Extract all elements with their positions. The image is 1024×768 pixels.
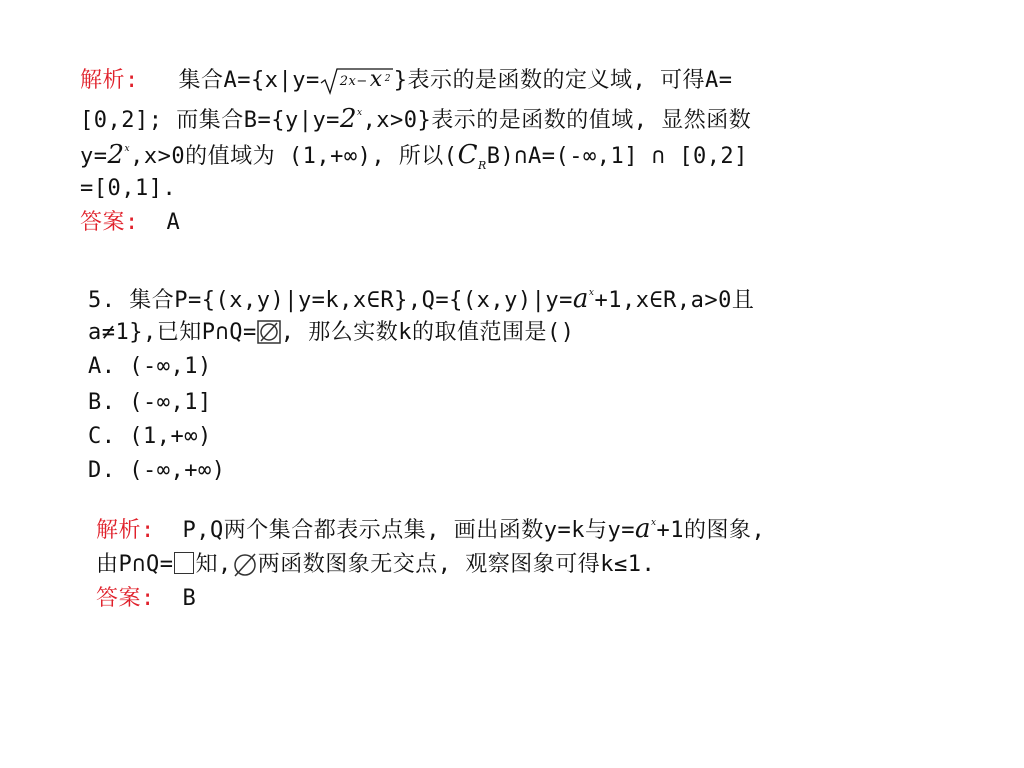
question5-line1-base: a: [572, 284, 589, 314]
option-b: B. (-∞,1]: [88, 390, 212, 415]
solution1-line1-text-b: }表示的是函数的定义域, 可得A=: [393, 68, 733, 93]
solution2-answer-value: B: [182, 586, 197, 611]
question5-line1-text-a: 5. 集合P={(x,y)|y=k,x∈R},Q={(x,y)|y=: [88, 288, 573, 313]
question5-line2: [88, 318, 574, 348]
option-a: A. (-∞,1): [88, 354, 212, 379]
solution2-line2: [96, 550, 655, 580]
solution2-line2-text-c: 两函数图象无交点, 观察图象可得k≤1.: [257, 552, 656, 577]
solution1-line3-base: 2: [107, 140, 125, 170]
question5-line1: [88, 284, 754, 320]
sqrt-2x: 2x: [339, 74, 357, 89]
solution2-line1-base: a: [634, 514, 651, 544]
solution1-answer-label: 答案:: [80, 210, 139, 235]
question5-line1-exp: x: [588, 288, 595, 298]
solution1-label: 解析:: [80, 68, 139, 93]
empty-set-icon: [257, 320, 281, 344]
solution2-line2-text-b: 知,: [195, 552, 232, 577]
solution1-line2-text-a: [0,2]; 而集合B={y|y=: [80, 108, 340, 133]
option-c: C. (1,+∞): [88, 424, 212, 449]
sqrt-minus: −: [356, 74, 368, 89]
empty-set-circle-icon: [232, 552, 258, 576]
solution1-line1-text-a: 集合A={x|y=: [178, 68, 320, 93]
solution1-line1: [80, 66, 732, 96]
solution2-line1-text-b: +1的图象,: [656, 518, 766, 543]
sqrt-exponent: 2: [384, 74, 391, 84]
complement-R: R: [477, 159, 487, 172]
solution1-line3: [80, 140, 748, 176]
solution2-label: 解析:: [96, 518, 155, 543]
solution1-line3-text-c: B)∩A=(-∞,1] ∩ [0,2]: [486, 144, 748, 169]
solution1-line3-exp: x: [124, 144, 131, 154]
solution2-line1-exp: x: [650, 518, 657, 528]
question5-line2-text-a: a≠1},已知P∩Q=: [88, 320, 257, 345]
solution1-answer: [80, 208, 180, 238]
solution1-answer-value: A: [166, 210, 181, 235]
solution1-line4: [80, 174, 176, 204]
complement-C: C: [457, 140, 478, 170]
sqrt-expression: [320, 66, 394, 96]
solution1-line2-text-b: ,x>0}表示的是函数的值域, 显然函数: [362, 108, 752, 133]
solution2-line1-text-a: P,Q两个集合都表示点集, 画出函数y=k与y=: [182, 518, 635, 543]
solution2-line1: [96, 514, 765, 550]
solution1-line3-text-a: y=: [80, 144, 108, 169]
solution1-line2: [80, 104, 751, 140]
solution2-answer: [96, 584, 196, 614]
sqrt-x: x: [369, 67, 383, 92]
solution2-line2-text-a: 由P∩Q=: [96, 552, 174, 577]
question5-line1-text-b: +1,x∈R,a>0且: [594, 288, 755, 313]
solution2-answer-label: 答案:: [96, 586, 155, 611]
solution1-line4-text: =[0,1].: [80, 176, 177, 201]
solution1-line3-text-b: ,x>0的值域为 (1,+∞), 所以(: [130, 144, 458, 169]
empty-box-icon: [174, 552, 194, 574]
solution1-line2-exp: x: [356, 108, 363, 118]
solution1-line2-base: 2: [339, 104, 357, 134]
question5-line2-text-b: , 那么实数k的取值范围是(): [280, 320, 575, 345]
option-d: D. (-∞,+∞): [88, 458, 226, 483]
